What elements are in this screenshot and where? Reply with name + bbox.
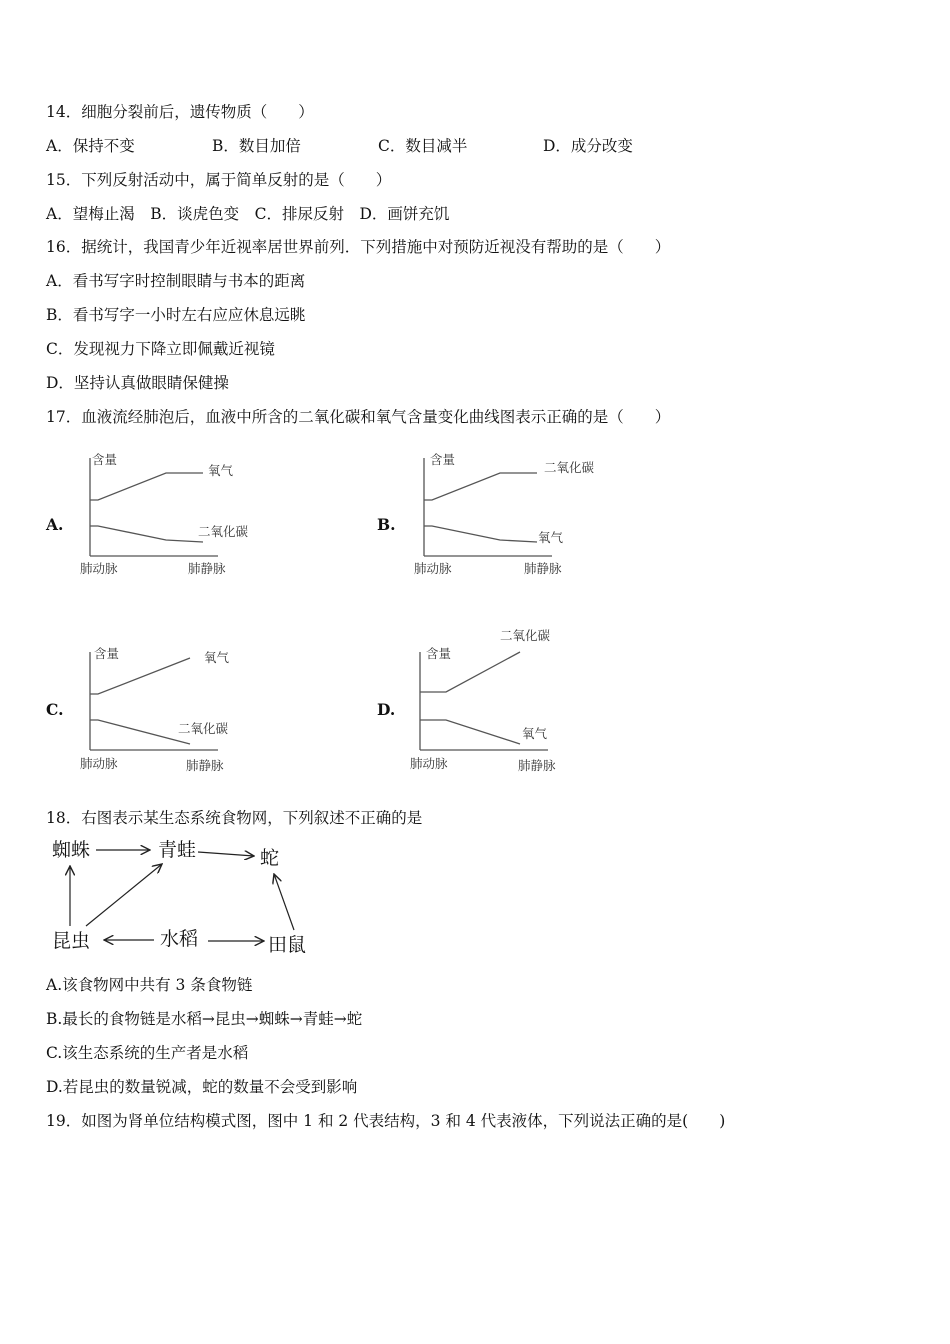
q17-graph-b[interactable]	[412, 448, 622, 584]
q17-graph-b-lower-label: 氧气	[538, 530, 564, 545]
q17-graph-b-y-axis-label: 含量	[430, 452, 456, 467]
q17-graph-d-upper-label: 二氧化碳	[500, 628, 551, 643]
q16-option-b[interactable]: B．看书写字一小时左右应应休息远眺	[46, 306, 306, 324]
q17-graph-d[interactable]	[408, 626, 618, 776]
q17-graph-c-y-axis-label: 含量	[94, 646, 120, 661]
q17-graph-c-x-end-label: 肺静脉	[186, 758, 224, 773]
q17-graph-a-label[interactable]: A.	[46, 515, 64, 534]
q15-stem: 15．下列反射活动中，属于简单反射的是（ ）	[46, 171, 392, 189]
q17-graph-b-x-end-label: 肺静脉	[524, 561, 562, 576]
q17-graph-d-x-start-label: 肺动脉	[410, 756, 448, 771]
q17-stem: 17．血液流经肺泡后，血液中所含的二氧化碳和氧气含量变化曲线图表示正确的是（ ）	[46, 408, 671, 426]
q17-graph-c-lower-label: 二氧化碳	[178, 721, 229, 736]
q16-stem: 16．据统计，我国青少年近视率居世界前列．下列措施中对预防近视没有帮助的是（ ）	[46, 238, 671, 256]
q17-graph-d-label[interactable]: D.	[377, 700, 396, 719]
q14-option-a[interactable]: A．保持不变	[46, 137, 135, 155]
arrow-insect-to-frog	[86, 864, 162, 926]
q17-graph-c[interactable]	[78, 640, 278, 776]
q17-graph-b-x-start-label: 肺动脉	[414, 561, 452, 576]
q17-graph-c-x-start-label: 肺动脉	[80, 756, 118, 771]
q17-graph-c-label[interactable]: C.	[46, 700, 64, 719]
arrow-mouse-to-snake	[274, 874, 294, 930]
q18-option-d[interactable]: D.若昆虫的数量锐减，蛇的数量不会受到影响	[46, 1078, 358, 1096]
q17-graph-a-lower-label: 二氧化碳	[198, 524, 249, 539]
q18-food-web-diagram	[46, 834, 346, 964]
q18-option-c[interactable]: C.该生态系统的生产者是水稻	[46, 1044, 249, 1062]
q16-option-d[interactable]: D．坚持认真做眼睛保健操	[46, 374, 229, 392]
q18-node-frog: 青蛙	[158, 839, 197, 861]
q18-node-insect: 昆虫	[52, 930, 91, 952]
q14-option-d[interactable]: D．成分改变	[543, 137, 633, 155]
q18-stem: 18．右图表示某生态系统食物网，下列叙述不正确的是	[46, 809, 423, 827]
q14-option-b[interactable]: B．数目加倍	[212, 137, 301, 155]
q17-graph-a-x-end-label: 肺静脉	[188, 561, 226, 576]
q18-option-b[interactable]: B.最长的食物链是水稻→昆虫→蜘蛛→青蛙→蛇	[46, 1010, 363, 1028]
q17-graph-d-x-end-label: 肺静脉	[518, 758, 556, 773]
q18-option-a[interactable]: A.该食物网中共有 3 条食物链	[46, 976, 253, 994]
q18-node-mouse: 田鼠	[268, 934, 307, 956]
q17-graph-c-upper-label: 氧气	[204, 650, 230, 665]
q18-node-rice: 水稻	[160, 928, 199, 950]
q17-graph-a[interactable]	[78, 448, 278, 584]
q18-node-snake: 蛇	[260, 847, 280, 869]
q17-graph-d-lower-label: 氧气	[522, 726, 548, 741]
q17-graph-a-y-axis-label: 含量	[92, 452, 118, 467]
q16-option-c[interactable]: C．发现视力下降立即佩戴近视镜	[46, 340, 275, 358]
q14-option-c[interactable]: C．数目减半	[378, 137, 468, 155]
q16-option-a[interactable]: A．看书写字时控制眼睛与书本的距离	[46, 272, 306, 290]
q17-graph-a-x-start-label: 肺动脉	[80, 561, 118, 576]
q17-graph-b-upper-label: 二氧化碳	[544, 460, 595, 475]
q14-stem: 14．细胞分裂前后，遗传物质（ ）	[46, 103, 314, 121]
q17-graph-a-upper-label: 氧气	[208, 463, 234, 478]
q19-stem: 19．如图为肾单位结构模式图，图中 1 和 2 代表结构，3 和 4 代表液体，下列说法正确的是( )	[46, 1112, 726, 1130]
q17-graph-b-label[interactable]: B.	[377, 515, 396, 534]
q15-options[interactable]: A．望梅止渴 B．谈虎色变 C．排尿反射 D．画饼充饥	[46, 205, 450, 223]
arrow-frog-to-snake	[198, 852, 254, 856]
q18-node-spider: 蜘蛛	[52, 839, 91, 861]
q17-graph-d-y-axis-label: 含量	[426, 646, 452, 661]
